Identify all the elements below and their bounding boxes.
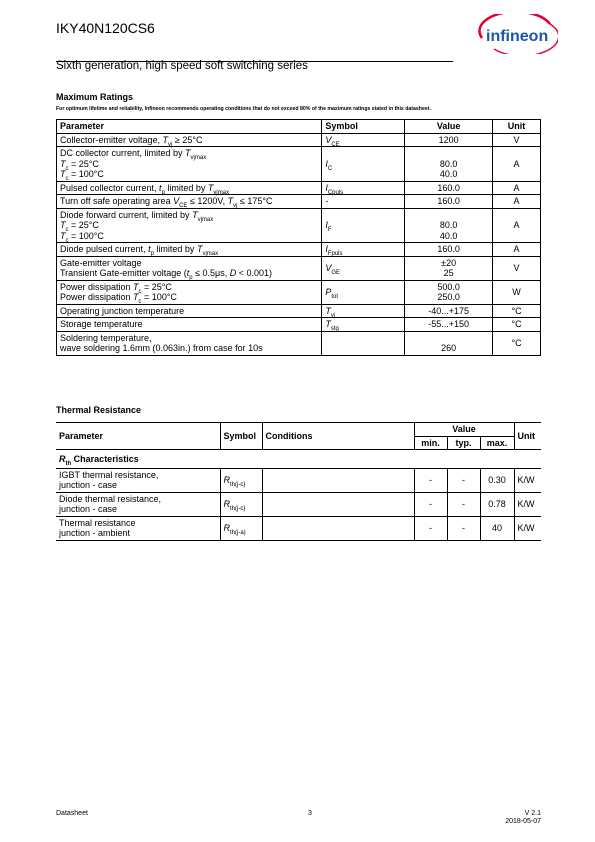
typ-cell: - bbox=[447, 492, 480, 516]
max-ratings-table bbox=[56, 119, 541, 356]
table-row bbox=[57, 331, 541, 355]
unit-cell: A bbox=[493, 243, 541, 257]
param-cell: DC collector current, limited by $T_{vjmax}$ $T_c = 25^\circ C$ $T_c = 100^\circ C$ bbox=[57, 147, 322, 182]
value-cell: 80.0 40.0 bbox=[405, 208, 493, 243]
param-cell: Diode pulsed current, $t_p$ limited by $T_{vjmax}$ bbox=[57, 243, 322, 257]
param-cell: Pulsed collector current, $t_p$ limited by $T_{vjmax}$ bbox=[57, 181, 322, 195]
column-header: Parameter bbox=[56, 423, 220, 450]
unit-cell: K/W bbox=[514, 468, 541, 492]
unit-cell: K/W bbox=[514, 492, 541, 516]
table-row bbox=[57, 318, 541, 332]
column-header: Unit bbox=[493, 120, 541, 134]
unit-cell: A bbox=[493, 195, 541, 209]
footer-version: V 2.1 bbox=[524, 810, 541, 817]
infineon-logo bbox=[474, 14, 558, 54]
param-cell: Gate-emitter voltage Transient Gate-emitter voltage ($t_p \le 0.5\mu s$, D < 0.001) bbox=[57, 256, 322, 280]
symbol-cell: $I_{Fpuls}$ bbox=[322, 243, 405, 257]
typ-cell: - bbox=[447, 468, 480, 492]
param-cell: IGBT thermal resistance, junction - case bbox=[56, 468, 220, 492]
param-cell: Soldering temperature, wave soldering 1.6mm (0.063in.) from case for 10s bbox=[57, 331, 322, 355]
footer-date: 2018-05-07 bbox=[505, 818, 541, 825]
table-row bbox=[57, 304, 541, 318]
unit-cell: A bbox=[493, 181, 541, 195]
min-cell: - bbox=[414, 516, 447, 540]
max-ratings-heading: Maximum Ratings bbox=[56, 92, 134, 102]
symbol-cell: $I_{Cpuls}$ bbox=[322, 181, 405, 195]
param-cell: Diode forward current, limited by $T_{vjmax}$ $T_c = 25^\circ C$ $T_c = 100^\circ C$ bbox=[57, 208, 322, 243]
max-cell: 0.78 bbox=[480, 492, 514, 516]
unit-cell: A bbox=[493, 147, 541, 182]
value-cell: ±20 25 bbox=[405, 256, 493, 280]
unit-cell: W bbox=[493, 280, 541, 304]
value-cell: 160.0 bbox=[405, 195, 493, 209]
table-row bbox=[56, 516, 541, 540]
param-cell: Power dissipation $T_c = 25^\circ C$ Power dissipation $T_c = 100^\circ C$ bbox=[57, 280, 322, 304]
param-cell: Collector-emitter voltage, $T_{vj} \ge 25^\circ C$ bbox=[57, 133, 322, 147]
param-cell: Operating junction temperature bbox=[57, 304, 322, 318]
footer-page-number: 3 bbox=[308, 810, 312, 817]
symbol-cell: $V_{CE}$ bbox=[322, 133, 405, 147]
table-row bbox=[56, 492, 541, 516]
symbol-cell: $T_{stg}$ bbox=[322, 318, 405, 332]
symbol-cell: - bbox=[322, 195, 405, 209]
value-cell: 1200 bbox=[405, 133, 493, 147]
value-cell: 260 bbox=[405, 331, 493, 355]
param-cell: Storage temperature bbox=[57, 318, 322, 332]
unit-cell: V bbox=[493, 133, 541, 147]
conditions-cell bbox=[262, 468, 414, 492]
symbol-cell: $R_{th(j-c)}$ bbox=[220, 492, 262, 516]
table-row bbox=[57, 208, 541, 243]
header-rule bbox=[56, 61, 453, 62]
table-row bbox=[56, 468, 541, 492]
max-cell: 0.30 bbox=[480, 468, 514, 492]
param-cell: Diode thermal resistance, junction - case bbox=[56, 492, 220, 516]
footer-doc-type: Datasheet bbox=[56, 810, 88, 817]
symbol-cell: $R_{th(j-c)}$ bbox=[220, 468, 262, 492]
table-row bbox=[57, 133, 541, 147]
symbol-cell: $I_C$ bbox=[322, 147, 405, 182]
table-header-row bbox=[56, 423, 541, 437]
value-cell: 80.0 40.0 bbox=[405, 147, 493, 182]
value-cell: 160.0 bbox=[405, 181, 493, 195]
value-cell: -55...+150 bbox=[405, 318, 493, 332]
param-cell: Thermal resistance junction - ambient bbox=[56, 516, 220, 540]
value-cell: -40...+175 bbox=[405, 304, 493, 318]
symbol-cell: $V_{GE}$ bbox=[322, 256, 405, 280]
table-row bbox=[57, 256, 541, 280]
table-header-row bbox=[57, 120, 541, 134]
unit-cell: °C bbox=[493, 318, 541, 332]
table-row bbox=[57, 280, 541, 304]
symbol-cell: $R_{th(j-a)}$ bbox=[220, 516, 262, 540]
unit-cell: A bbox=[493, 208, 541, 243]
column-header: min. bbox=[414, 436, 447, 450]
column-header: Symbol bbox=[322, 120, 405, 134]
column-header: Value bbox=[414, 423, 514, 437]
table-row bbox=[57, 195, 541, 209]
symbol-cell: $I_F$ bbox=[322, 208, 405, 243]
symbol-cell bbox=[322, 331, 405, 355]
table-row bbox=[57, 181, 541, 195]
param-cell: Turn off safe operating area $V_{CE} \le 1200V$, $T_{vj} \le 175^\circ C$ bbox=[57, 195, 322, 209]
thermal-table bbox=[56, 422, 541, 541]
table-group-row bbox=[56, 450, 541, 469]
typ-cell: - bbox=[447, 516, 480, 540]
conditions-cell bbox=[262, 516, 414, 540]
page-subtitle: Sixth generation, high speed soft switching series bbox=[56, 60, 308, 72]
column-header: Symbol bbox=[220, 423, 262, 450]
symbol-cell: $T_{vj}$ bbox=[322, 304, 405, 318]
max-ratings-note: For optimum lifetime and reliability, Infineon recommends operating conditions that do not exceed 80% of the maximum ratings stated in this datasheet. bbox=[56, 106, 431, 112]
value-cell: 160.0 bbox=[405, 243, 493, 257]
thermal-heading: Thermal Resistance bbox=[56, 405, 142, 415]
value-cell: 500.0 250.0 bbox=[405, 280, 493, 304]
table-row bbox=[57, 243, 541, 257]
column-header: Parameter bbox=[57, 120, 322, 134]
unit-cell: K/W bbox=[514, 516, 541, 540]
table-row bbox=[57, 147, 541, 182]
symbol-cell: $P_{tot}$ bbox=[322, 280, 405, 304]
max-cell: 40 bbox=[480, 516, 514, 540]
svg-text:infineon: infineon bbox=[486, 28, 549, 45]
footer-version-block bbox=[505, 810, 541, 826]
group-label: $R_{th}$ Characteristics bbox=[56, 450, 541, 469]
unit-cell: V bbox=[493, 256, 541, 280]
min-cell: - bbox=[414, 468, 447, 492]
column-header: Conditions bbox=[262, 423, 414, 450]
column-header: typ. bbox=[447, 436, 480, 450]
conditions-cell bbox=[262, 492, 414, 516]
column-header: max. bbox=[480, 436, 514, 450]
unit-cell: °C bbox=[493, 331, 541, 355]
column-header: Value bbox=[405, 120, 493, 134]
min-cell: - bbox=[414, 492, 447, 516]
page-title: IKY40N120CS6 bbox=[56, 20, 155, 36]
column-header: Unit bbox=[514, 423, 541, 450]
unit-cell: °C bbox=[493, 304, 541, 318]
